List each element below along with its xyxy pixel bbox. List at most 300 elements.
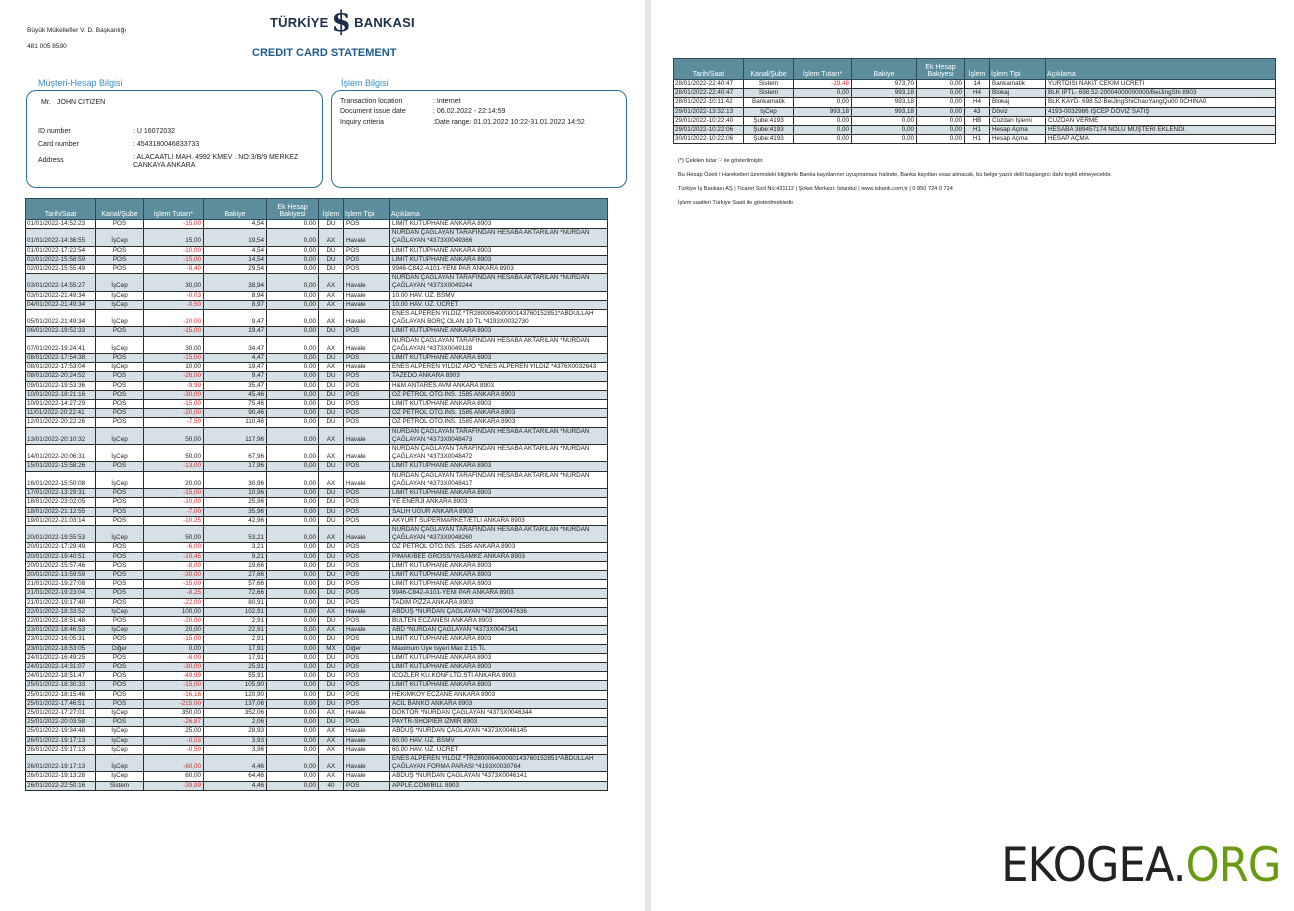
cell-balance: 67,96 [204, 445, 267, 462]
cell-amount: 25,00 [144, 727, 204, 736]
cell-date: 23/01/2022-18:46:53 [26, 626, 96, 635]
cell-extra-balance: 0,00 [267, 372, 319, 381]
cell-description: NURDAN ÇAĞLAYAN TARAFINDAN HESABA AKTARILAN *NURDAN ÇAĞLAYAN *4373X0049244 [390, 274, 608, 291]
salutation: Mr. [41, 99, 51, 106]
footnote: (*) Çekilen tutar '-' ile gösterilmiştir. [678, 158, 764, 165]
cell-extra-balance: 0,00 [917, 98, 965, 107]
cell-description: HEKIMKOY ECZANE ANKARA 8903 [390, 690, 608, 699]
cell-code: AX [319, 772, 344, 781]
cell-balance: 75,46 [204, 400, 267, 409]
cell-balance: 4,46 [204, 754, 267, 771]
cell-code: AX [319, 363, 344, 372]
watermark-left: EKOGEA. [1000, 838, 1186, 893]
cell-code: DU [319, 327, 344, 336]
table-row [26, 736, 608, 745]
cell-amount: -10,00 [144, 246, 204, 255]
cell-channel: POS [96, 246, 144, 255]
cell-balance: 53,21 [204, 525, 267, 542]
cell-type: POS [344, 418, 390, 427]
cell-description: LIMIT KUTUPHANE ANKARA 8903 [390, 489, 608, 498]
cell-date: 21/01/2022-19:27:08 [26, 580, 96, 589]
cell-type: POS [344, 570, 390, 579]
cell-amount: -8,00 [144, 653, 204, 662]
logo-text-left: TÜRKİYE [270, 14, 329, 30]
cell-code: AX [319, 427, 344, 444]
cell-date: 18/01/2022-21:12:55 [26, 507, 96, 516]
cell-description: NURDAN ÇAĞLAYAN TARAFINDAN HESABA AKTARILAN *NURDAN ÇAĞLAYAN *4373X0049128 [390, 336, 608, 353]
cell-description: HESABA 389457174 NOLU MÜŞTERİ EKLENDİ. [1046, 126, 1276, 135]
cell-code: AX [319, 336, 344, 353]
cell-code: AX [319, 736, 344, 745]
cell-code: DU [319, 598, 344, 607]
table-row [26, 589, 608, 598]
table-row [26, 681, 608, 690]
cell-channel: İşCep [96, 772, 144, 781]
cell-code: DU [319, 570, 344, 579]
cell-amount: -26,00 [144, 372, 204, 381]
cell-date: 02/01/2022-15:55:49 [26, 265, 96, 274]
table-row [674, 116, 1276, 125]
cell-code: DU [319, 372, 344, 381]
cell-code: DU [319, 246, 344, 255]
cell-date: 24/01/2022-18:51:47 [26, 672, 96, 681]
id-label: ID number [38, 128, 71, 135]
cell-type: POS [344, 372, 390, 381]
cell-balance: 28,93 [204, 727, 267, 736]
cell-date: 19/01/2022-21:03:14 [26, 516, 96, 525]
cell-description: ABDUŞ *NURDAN ÇAĞLAYAN *4373X0046145 [390, 727, 608, 736]
footnote: Bu Hesap Özeti / Hareketleri üzerindeki bilgilerle Banka kayıtlarının uyuşmaması halinde, Banka kayıtları esas alınacak, bu belge yazılı delil başlangıcı dahi teşkil etmeyecektir. [678, 172, 1112, 179]
table-row [26, 662, 608, 671]
cell-date: 04/01/2022-21:49:34 [26, 300, 96, 309]
cell-type: Havale [344, 727, 390, 736]
cell-date: 13/01/2022-20:10:32 [26, 427, 96, 444]
cell-amount: -15,00 [144, 489, 204, 498]
cell-amount: -49,99 [144, 672, 204, 681]
cell-type: Havale [344, 772, 390, 781]
cell-balance: 35,96 [204, 507, 267, 516]
cell-type: Havale [344, 708, 390, 717]
cell-code: AX [319, 310, 344, 327]
cell-amount: -60,00 [144, 754, 204, 771]
cell-channel: POS [96, 507, 144, 516]
cell-extra-balance: 0,00 [267, 310, 319, 327]
cell-date: 28/01/2022-22:40:47 [674, 89, 744, 98]
cell-description: NURDAN ÇAĞLAYAN TARAFINDAN HESABA AKTARILAN *NURDAN ÇAĞLAYAN *4373X0049366 [390, 229, 608, 246]
cell-amount: -10,00 [144, 498, 204, 507]
cell-date: 15/01/2022-15:58:26 [26, 462, 96, 471]
table-row [26, 390, 608, 399]
cell-amount: 350,00 [144, 708, 204, 717]
column-header-extra-balance: Ek Hesap Bakiyesi [267, 199, 319, 220]
cell-type: Diğer [344, 644, 390, 653]
cell-balance: 102,91 [204, 607, 267, 616]
cell-code: AX [319, 229, 344, 246]
cell-date: 12/01/2022-20:22:26 [26, 418, 96, 427]
cell-extra-balance: 0,00 [267, 607, 319, 616]
cell-amount: -16,16 [144, 690, 204, 699]
cell-amount: -8,00 [144, 561, 204, 570]
cell-code: AX [319, 754, 344, 771]
cell-extra-balance: 0,00 [267, 708, 319, 717]
cell-balance: 17,91 [204, 644, 267, 653]
cell-type: Havale [344, 736, 390, 745]
cell-description: LIMIT KUTUPHANE ANKARA 8903 [390, 400, 608, 409]
cell-date: 01/01/2022-17:22:54 [26, 246, 96, 255]
cell-amount: -15,00 [144, 681, 204, 690]
table-row [26, 635, 608, 644]
cell-channel: POS [96, 400, 144, 409]
cell-date: 08/01/2022-17:53:04 [26, 363, 96, 372]
cell-description: LIMIT KUTUPHANE ANKARA 8903 [390, 580, 608, 589]
cell-description: LIMIT KUTUPHANE ANKARA 8903 [390, 327, 608, 336]
cell-extra-balance: 0,00 [917, 135, 965, 144]
cell-amount: -13,00 [144, 462, 204, 471]
cell-code: DU [319, 516, 344, 525]
cell-code: MX [319, 644, 344, 653]
card-row [38, 141, 199, 148]
column-header-amount: İşlem Tutarı* [794, 59, 852, 80]
cell-extra-balance: 0,00 [267, 690, 319, 699]
cell-date: 26/01/2022-19:17:13 [26, 754, 96, 771]
cell-channel: POS [96, 265, 144, 274]
cell-balance: 8,94 [204, 291, 267, 300]
cell-code: AX [319, 445, 344, 462]
table-row [26, 616, 608, 625]
cell-amount: 0,00 [794, 135, 852, 144]
cell-amount: -15,00 [144, 220, 204, 229]
cell-code: AX [319, 525, 344, 542]
watermark [1001, 838, 1280, 893]
cell-date: 23/01/2022-16:05:31 [26, 635, 96, 644]
cell-channel: POS [96, 662, 144, 671]
table-row [26, 580, 608, 589]
cell-channel: POS [96, 418, 144, 427]
table-row [26, 400, 608, 409]
cell-type: POS [344, 516, 390, 525]
table-row [26, 598, 608, 607]
cell-extra-balance: 0,00 [267, 445, 319, 462]
cell-amount: -7,00 [144, 507, 204, 516]
cell-channel: Bankamatik [744, 98, 794, 107]
cell-balance: 993,18 [852, 89, 917, 98]
cell-type: Havale [344, 745, 390, 754]
cell-type: Blokaj [990, 98, 1046, 107]
cell-extra-balance: 0,00 [267, 274, 319, 291]
cell-channel: POS [96, 616, 144, 625]
cell-code: DU [319, 409, 344, 418]
cell-channel: İşCep [96, 291, 144, 300]
cell-extra-balance: 0,00 [917, 126, 965, 135]
bank-logo [270, 5, 415, 38]
cell-type: POS [344, 589, 390, 598]
cell-description: AKYURT SUPERMARKET/ETLI ANKARA 8903 [390, 516, 608, 525]
cell-channel: İşCep [96, 274, 144, 291]
cell-type: POS [344, 781, 390, 790]
cell-code: DU [319, 718, 344, 727]
table-row [26, 291, 608, 300]
cell-amount: -7,50 [144, 418, 204, 427]
cell-extra-balance: 0,00 [267, 300, 319, 309]
cell-code: DU [319, 699, 344, 708]
cell-channel: Sistem [744, 89, 794, 98]
cell-date: 06/01/2022-19:52:33 [26, 327, 96, 336]
cell-type: Havale [344, 607, 390, 616]
cell-code: 14 [965, 80, 990, 89]
cell-date: 07/01/2022-19:24:41 [26, 336, 96, 353]
cell-extra-balance: 0,00 [267, 363, 319, 372]
table-row [26, 300, 608, 309]
cell-balance: 34,47 [204, 336, 267, 353]
cell-code: DU [319, 462, 344, 471]
cell-description: LIMIT KUTUPHANE ANKARA 8903 [390, 354, 608, 363]
cell-balance: 137,06 [204, 699, 267, 708]
cell-code: DU [319, 561, 344, 570]
cell-extra-balance: 0,00 [267, 418, 319, 427]
table-row [26, 672, 608, 681]
cell-amount: 30,00 [144, 336, 204, 353]
cell-channel: POS [96, 681, 144, 690]
cell-date: 20/01/2022-19:55:53 [26, 525, 96, 542]
cell-extra-balance: 0,00 [267, 354, 319, 363]
cell-balance: 19,47 [204, 327, 267, 336]
cell-amount: -20,00 [144, 409, 204, 418]
cell-balance: 80,91 [204, 598, 267, 607]
footnotes [673, 158, 1275, 206]
cell-channel: POS [96, 672, 144, 681]
cell-balance: 973,70 [852, 80, 917, 89]
cell-description: ABDUŞ *NURDAN ÇAĞLAYAN *4373X0047636 [390, 607, 608, 616]
cell-type: Havale [344, 471, 390, 488]
table-row [26, 427, 608, 444]
cell-description: OZ PETROL OTO.INS. 1585 ANKARA 8903 [390, 543, 608, 552]
cell-extra-balance: 0,00 [267, 229, 319, 246]
cell-code: 40 [319, 781, 344, 790]
cell-amount: 0,00 [794, 116, 852, 125]
cell-amount: 993,18 [794, 107, 852, 116]
cell-channel: İşCep [96, 727, 144, 736]
cell-channel: POS [96, 552, 144, 561]
cell-balance: 17,91 [204, 653, 267, 662]
cell-date: 28/01/2022-22:40:47 [674, 80, 744, 89]
cell-channel: POS [96, 381, 144, 390]
customer-name: JOHN CITIZEN [57, 99, 106, 106]
cell-balance: 17,96 [204, 462, 267, 471]
cell-extra-balance: 0,00 [267, 589, 319, 598]
cell-date: 28/01/2022-10:11:42 [674, 98, 744, 107]
table-row [26, 274, 608, 291]
cell-balance: 25,96 [204, 498, 267, 507]
cell-balance: 8,97 [204, 300, 267, 309]
cell-extra-balance: 0,00 [267, 507, 319, 516]
cell-type: Havale [344, 291, 390, 300]
cell-code: AX [319, 274, 344, 291]
cell-balance: 22,91 [204, 626, 267, 635]
cell-type: Döviz [990, 107, 1046, 116]
cell-balance: 27,66 [204, 570, 267, 579]
column-header-extra-balance: Ek Hesap Bakiyesi [917, 59, 965, 80]
cell-code: DU [319, 265, 344, 274]
cell-amount: -15,00 [144, 354, 204, 363]
cell-description: NURDAN ÇAĞLAYAN TARAFINDAN HESABA AKTARILAN *NURDAN ÇAĞLAYAN *4373X0048417 [390, 471, 608, 488]
cell-balance: 72,66 [204, 589, 267, 598]
cell-date: 02/01/2022-15:58:59 [26, 255, 96, 264]
cell-type: POS [344, 672, 390, 681]
table-row [26, 336, 608, 353]
cell-description: 10.00 HAV. ÜZ. ÜCRET [390, 300, 608, 309]
logo-text-right: BANKASI [354, 14, 415, 30]
cell-balance: 120,90 [204, 690, 267, 699]
issue-value: : 06.02.2022 - 22:14:59 [433, 108, 506, 115]
cell-channel: Sistem [744, 80, 794, 89]
cell-amount: -15,00 [144, 580, 204, 589]
cell-date: 05/01/2022-21:49:34 [26, 310, 96, 327]
cell-extra-balance: 0,00 [267, 489, 319, 498]
cell-amount: 20,00 [144, 471, 204, 488]
transactions-table-page2 [673, 58, 1276, 144]
cell-description: LIMIT KUTUPHANE ANKARA 8903 [390, 662, 608, 671]
table-row [26, 445, 608, 462]
table-row [26, 327, 608, 336]
cell-balance: 0,00 [852, 116, 917, 125]
table-header [26, 199, 608, 220]
table-row [26, 363, 608, 372]
cell-channel: POS [96, 690, 144, 699]
footnote: İşlem saatleri Türkiye Saati ile gösterilmektedir. [678, 200, 795, 207]
cell-date: 20/01/2022-19:40:51 [26, 552, 96, 561]
table-row [26, 265, 608, 274]
table-row [26, 516, 608, 525]
cell-type: POS [344, 381, 390, 390]
cell-amount: 0,00 [794, 126, 852, 135]
cell-balance: 57,66 [204, 580, 267, 589]
table-row [26, 708, 608, 717]
cell-balance: 35,47 [204, 381, 267, 390]
cell-balance: 3,21 [204, 543, 267, 552]
cell-balance: 30,96 [204, 471, 267, 488]
column-header-type: İşlem Tipi [344, 199, 390, 220]
cell-channel: POS [96, 220, 144, 229]
cell-description: LIMIT KUTUPHANE ANKARA 8903 [390, 246, 608, 255]
cell-type: POS [344, 662, 390, 671]
cell-balance: 0,00 [852, 126, 917, 135]
cell-type: Blokaj [990, 89, 1046, 98]
cell-description: BLK KAYD- 698.52-BeiJingShiChaoYangQu00 0CHINA0 [1046, 98, 1276, 107]
cell-balance: 25,91 [204, 662, 267, 671]
cell-extra-balance: 0,00 [267, 598, 319, 607]
cell-description: ABDUŞ *NURDAN ÇAĞLAYAN *4373X0046141 [390, 772, 608, 781]
cell-date: 26/01/2022-19:17:13 [26, 736, 96, 745]
table-row [26, 220, 608, 229]
cell-channel: Şube:4193 [744, 135, 794, 144]
card-value: : 4543180046833733 [133, 141, 200, 148]
cell-date: 17/01/2022-13:29:31 [26, 489, 96, 498]
table-row [26, 525, 608, 542]
cell-description: LIMIT KUTUPHANE ANKARA 8903 [390, 635, 608, 644]
cell-amount: -9,99 [144, 381, 204, 390]
criteria-row [340, 119, 585, 126]
cell-extra-balance: 0,00 [267, 626, 319, 635]
column-header-code: İşlem [965, 59, 990, 80]
cell-extra-balance: 0,00 [267, 727, 319, 736]
cell-description: YE ENERJI ANKARA 8903 [390, 498, 608, 507]
cell-channel: İşCep [96, 363, 144, 372]
cell-code: DU [319, 653, 344, 662]
cell-channel: POS [96, 699, 144, 708]
cell-extra-balance: 0,00 [267, 772, 319, 781]
cell-balance: 10,96 [204, 489, 267, 498]
table-row [26, 772, 608, 781]
cell-balance: 993,18 [852, 98, 917, 107]
cell-date: 20/01/2022-17:29:49 [26, 543, 96, 552]
table-row [26, 699, 608, 708]
cell-channel: POS [96, 653, 144, 662]
id-value: : U 16072032 [133, 128, 176, 135]
cell-extra-balance: 0,00 [267, 246, 319, 255]
cell-type: POS [344, 543, 390, 552]
cell-type: Havale [344, 363, 390, 372]
cell-amount: -39,99 [144, 781, 204, 790]
cell-date: 20/01/2022-13:59:59 [26, 570, 96, 579]
transaction-info-box [331, 90, 627, 188]
watermark-right: ORG [1185, 838, 1280, 893]
cell-extra-balance: 0,00 [267, 681, 319, 690]
cell-type: POS [344, 409, 390, 418]
cell-channel: İşCep [96, 754, 144, 771]
cell-balance: 9,21 [204, 552, 267, 561]
cell-channel: İşCep [96, 626, 144, 635]
cell-channel: POS [96, 570, 144, 579]
cell-balance: 4,47 [204, 354, 267, 363]
table-row [26, 570, 608, 579]
cell-description: NURDAN ÇAĞLAYAN TARAFINDAN HESABA AKTARILAN *NURDAN ÇAĞLAYAN *4373X0048472 [390, 445, 608, 462]
cell-extra-balance: 0,00 [267, 635, 319, 644]
cell-date: 29/01/2022-13:32:13 [674, 107, 744, 116]
cell-code: AX [319, 708, 344, 717]
cell-type: Havale [344, 336, 390, 353]
cell-type: Havale [344, 274, 390, 291]
cell-amount: -15,00 [144, 255, 204, 264]
cell-extra-balance: 0,00 [267, 781, 319, 790]
cell-type: Havale [344, 525, 390, 542]
cell-date: 03/01/2022-14:55:27 [26, 274, 96, 291]
cell-code: H1 [965, 135, 990, 144]
cell-date: 21/01/2022-19:23:04 [26, 589, 96, 598]
cell-extra-balance: 0,00 [267, 327, 319, 336]
table-row [26, 246, 608, 255]
cell-description: ABD *NURDAN ÇAĞLAYAN *4373X0047341 [390, 626, 608, 635]
cell-description: ENES ALPEREN YILDIZ *TR280006400000143760152851*ABDULLAH ÇAĞLAYAN FORMA PARASI *4193X0030764 [390, 754, 608, 771]
cell-type: Havale [344, 427, 390, 444]
cell-amount: -0,50 [144, 745, 204, 754]
tax-office: Büyük Mükellefler V. D. Başkanlığı [27, 27, 127, 34]
column-header-description: Açıklama [1046, 59, 1276, 80]
cell-date: 25/01/2022-18:30:33 [26, 681, 96, 690]
cell-amount: -19,48 [794, 80, 852, 89]
cell-channel: POS [96, 409, 144, 418]
cell-extra-balance: 0,00 [267, 525, 319, 542]
cell-type: POS [344, 507, 390, 516]
cell-description: YURTDISI NAKIT CEKIM UCRETI [1046, 80, 1276, 89]
cell-type: Cüzdan İşlemi [990, 116, 1046, 125]
cell-description: PIMAK/BEE GROSS/YASAMKE ANKARA 8903 [390, 552, 608, 561]
cell-code: HB [965, 116, 990, 125]
cell-amount: 10,00 [144, 363, 204, 372]
cell-type: Havale [344, 754, 390, 771]
cell-description: BLK İPTL- 698.52-20004000000000/BeiJingShi 8903 [1046, 89, 1276, 98]
cell-extra-balance: 0,00 [267, 570, 319, 579]
table-row [26, 310, 608, 327]
